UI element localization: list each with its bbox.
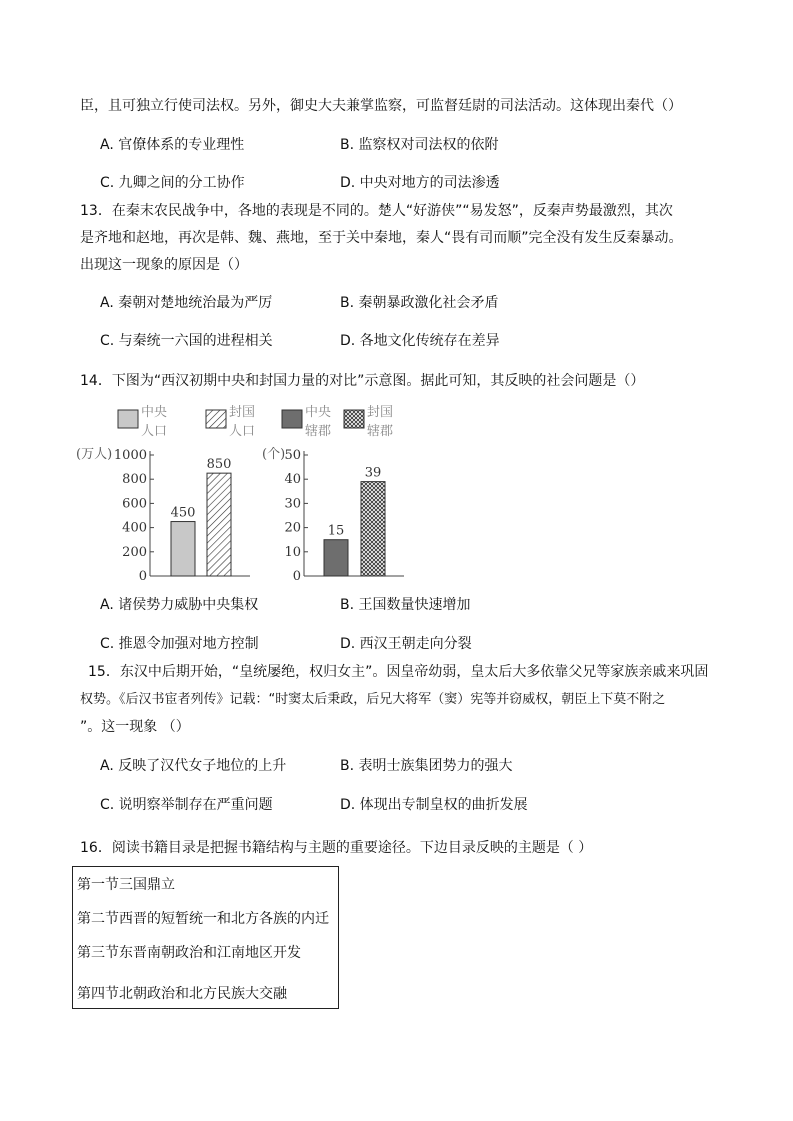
legend-label-line1: 封国 <box>229 405 256 420</box>
q12-option-b[interactable]: B. 监察权对司法权的依附 <box>340 137 499 153</box>
q13-option-b[interactable]: B. 秦朝暴政激化社会矛盾 <box>340 295 499 311</box>
q14-option-a[interactable]: A. 诸侯势力威胁中央集权 <box>100 597 259 613</box>
toc-item-1: 第一节三国鼎立 <box>77 877 175 893</box>
legend-swatch <box>118 410 138 428</box>
legend-label-line2: 辖郡 <box>367 424 394 439</box>
bar <box>171 522 195 576</box>
y-tick-label: 40 <box>284 472 301 488</box>
q15-option-b[interactable]: B. 表明士族集团势力的强大 <box>340 758 513 774</box>
q15-stem-line2: 权势。《后汉书宦者列传》记载：“时窦太后秉政，后兄大将军（窦）宪等并窃威权，朝臣上下莫不附之 <box>80 692 666 707</box>
table-of-contents-box <box>72 866 339 1009</box>
q14-stem: 14．下图为“西汉初期中央和封国力量的对比”示意图。据此可知，其反映的社会问题是（） <box>80 373 645 389</box>
y-tick-label: 30 <box>284 496 301 512</box>
q13-option-c[interactable]: C. 与秦统一六国的进程相关 <box>100 333 273 349</box>
bar <box>207 473 231 576</box>
population-chart <box>76 404 255 584</box>
q14-option-c[interactable]: C. 推恩令加强对地方控制 <box>100 636 259 652</box>
q12-stem: 臣，且可独立行使司法权。另外，御史大夫兼掌监察，可监督廷尉的司法活动。这体现出秦代（） <box>80 98 682 114</box>
y-tick-label: 200 <box>122 544 147 560</box>
y-tick-label: 20 <box>284 520 301 536</box>
y-tick-label: 0 <box>292 569 301 584</box>
legend-swatch <box>282 410 302 428</box>
toc-item-4: 第四节北朝政治和北方民族大交融 <box>77 986 287 1002</box>
bar <box>361 482 385 576</box>
toc-item-2: 第二节西晋的短暂统一和北方各族的内迁 <box>77 911 329 927</box>
y-tick-label: 400 <box>122 520 147 536</box>
legend-swatch <box>206 410 226 428</box>
axis-unit-label: (万人) <box>76 447 113 462</box>
q13-stem-line2: 是齐地和赵地，再次是韩、魏、燕地，至于关中秦地，秦人“畏有司而顺”完全没有发生反秦暴动。 <box>80 230 683 246</box>
y-tick-label: 50 <box>284 448 301 463</box>
q13-stem-line3: 出现这一现象的原因是（） <box>80 257 248 273</box>
q12-option-d[interactable]: D. 中央对地方的司法渗透 <box>340 175 500 191</box>
bar <box>324 540 348 576</box>
legend-label-line1: 中央 <box>305 405 332 420</box>
q15-option-d[interactable]: D. 体现出专制皇权的曲折发展 <box>340 797 528 813</box>
data-label: 850 <box>206 457 232 473</box>
q15-stem-line3: ”。这一现象 （） <box>80 719 190 735</box>
y-tick-label: 0 <box>138 569 147 584</box>
q14-chart-figure <box>76 398 416 588</box>
legend-swatch <box>344 410 364 428</box>
q13-option-d[interactable]: D. 各地文化传统存在差异 <box>340 333 500 349</box>
axis-unit-label: (个) <box>262 447 286 462</box>
q12-option-c[interactable]: C. 九卿之间的分工协作 <box>100 175 245 191</box>
legend-label-line2: 辖郡 <box>305 424 332 439</box>
y-tick-label: 1000 <box>113 448 147 463</box>
data-label: 15 <box>327 523 345 539</box>
q12-option-a[interactable]: A. 官僚体系的专业理性 <box>100 137 245 153</box>
toc-item-3: 第三节东晋南朝政治和江南地区开发 <box>77 945 301 961</box>
commandery-chart <box>262 404 404 584</box>
q15-option-c[interactable]: C. 说明察举制存在严重问题 <box>100 797 273 813</box>
data-label: 450 <box>170 505 196 521</box>
legend-label-line1: 中央 <box>141 405 168 420</box>
q13-stem-line1: 13．在秦末农民战争中，各地的表现是不同的。楚人“好游侠”“易发怒”，反秦声势最激烈，其次 <box>80 203 673 219</box>
q16-stem: 16．阅读书籍目录是把握书籍结构与主题的重要途径。下边目录反映的主题是（ ） <box>80 840 593 856</box>
q13-option-a[interactable]: A. 秦朝对楚地统治最为严厉 <box>100 295 273 311</box>
legend-label-line2: 人口 <box>141 424 168 439</box>
q14-option-d[interactable]: D. 西汉王朝走向分裂 <box>340 636 472 652</box>
q14-option-b[interactable]: B. 王国数量快速增加 <box>340 597 471 613</box>
y-tick-label: 10 <box>284 544 301 560</box>
y-tick-label: 800 <box>122 472 147 488</box>
legend-label-line2: 人口 <box>229 424 256 439</box>
y-tick-label: 600 <box>122 496 147 512</box>
legend-label-line1: 封国 <box>367 405 394 420</box>
q15-option-a[interactable]: A. 反映了汉代女子地位的上升 <box>100 758 287 774</box>
data-label: 39 <box>364 465 382 481</box>
q15-stem-line1: 15．东汉中后期开始，“皇统屡绝，权归女主”。因皇帝幼弱，皇太后大多依靠父兄等家族亲戚来巩固 <box>88 664 709 680</box>
